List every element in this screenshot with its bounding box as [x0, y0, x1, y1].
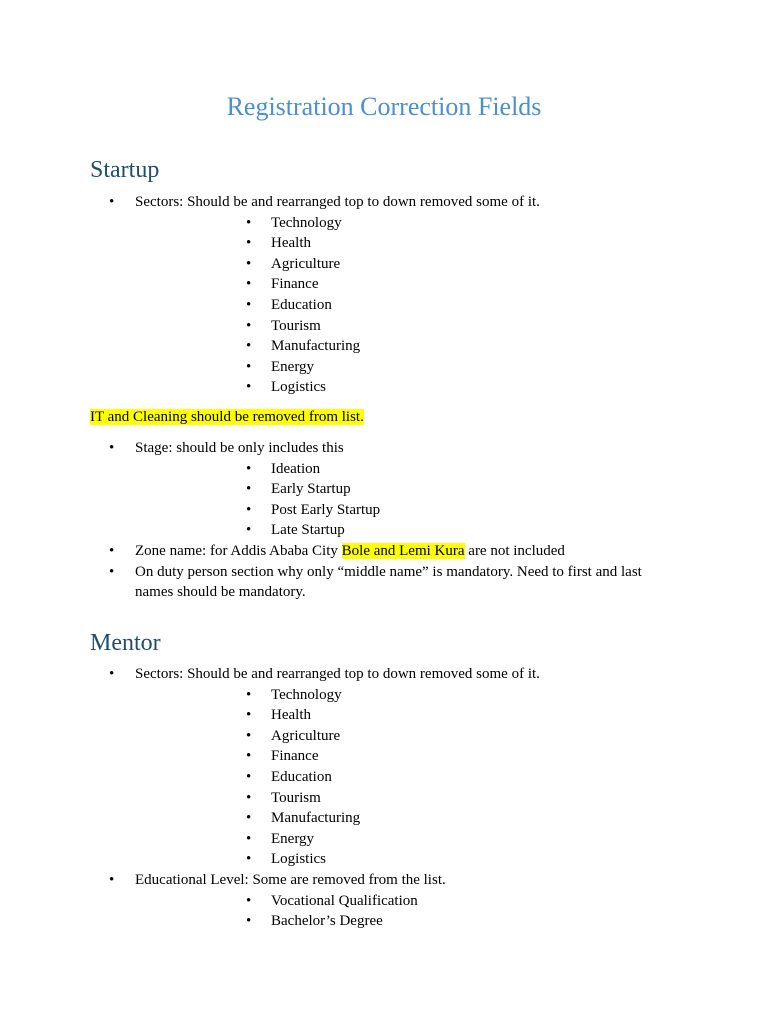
document-title: Registration Correction Fields: [226, 92, 542, 121]
mentor-sectors-block: [0, 664, 768, 932]
zone-prefix: Zone name: for Addis Ababa City: [135, 542, 342, 559]
list-item: • Energy: [0, 357, 768, 378]
zone-suffix: are not included: [464, 542, 565, 559]
list-item: • Late Startup: [0, 520, 768, 541]
list-item: • Finance: [0, 274, 768, 295]
list-item: • Early Startup: [0, 479, 768, 500]
mentor-heading: Mentor: [90, 630, 161, 656]
list-item: • Manufacturing: [0, 336, 768, 357]
startup-stage-label: • Stage: should be only includes this: [0, 438, 768, 459]
startup-stage-block: [0, 438, 768, 603]
list-item: • Energy: [0, 829, 768, 850]
highlighted-note: IT and Cleaning should be removed from list.: [90, 409, 364, 425]
list-item: • Agriculture: [0, 254, 768, 275]
startup-zone-item: [0, 541, 768, 562]
startup-sectors-block: [0, 192, 768, 398]
mentor-sectors-list: [0, 664, 768, 932]
list-item: • Post Early Startup: [0, 500, 768, 521]
startup-stage-list: [0, 438, 768, 603]
list-item: • Tourism: [0, 788, 768, 809]
startup-removal-note: [90, 407, 364, 427]
list-item: • Bachelor’s Degree: [0, 911, 768, 932]
startup-on-duty-item: • On duty person section why only “middle name” is mandatory. Need to first and last names should be mandatory.: [0, 562, 768, 603]
startup-sectors-label: • Sectors: Should be and rearranged top to down removed some of it.: [0, 192, 768, 213]
list-item: • Education: [0, 295, 768, 316]
mentor-sectors-label: • Sectors: Should be and rearranged top to down removed some of it.: [0, 664, 768, 685]
list-item: • Finance: [0, 746, 768, 767]
mentor-edu-label: • Educational Level: Some are removed from the list.: [0, 870, 768, 891]
list-item: • Health: [0, 705, 768, 726]
list-item: • Logistics: [0, 849, 768, 870]
list-item: • Agriculture: [0, 726, 768, 747]
list-item: • Tourism: [0, 316, 768, 337]
zone-highlight: Bole and Lemi Kura: [341, 542, 465, 559]
startup-heading: Startup: [90, 157, 160, 183]
list-item: • Logistics: [0, 377, 768, 398]
list-item: • Ideation: [0, 459, 768, 480]
list-item: • Vocational Qualification: [0, 891, 768, 912]
list-item: • Technology: [0, 213, 768, 234]
list-item: • Technology: [0, 685, 768, 706]
startup-sectors-list: [0, 192, 768, 398]
list-item: • Education: [0, 767, 768, 788]
list-item: • Manufacturing: [0, 808, 768, 829]
list-item: • Health: [0, 233, 768, 254]
